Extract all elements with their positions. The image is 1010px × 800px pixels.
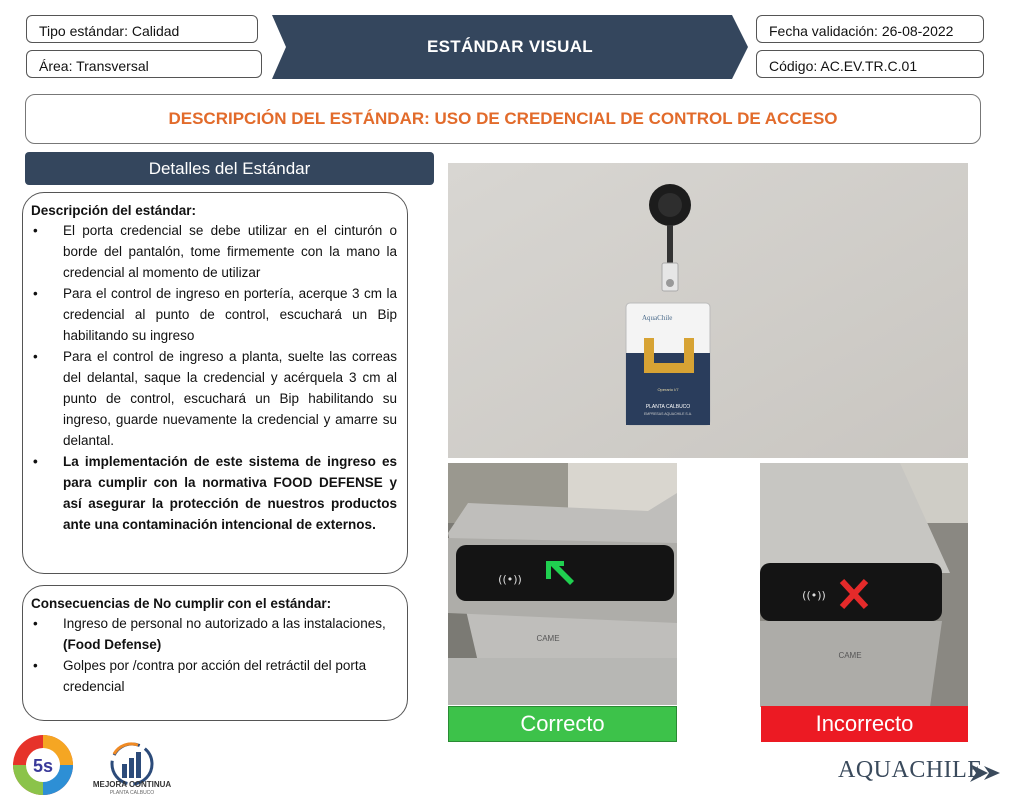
page-title: ESTÁNDAR VISUAL bbox=[426, 37, 593, 56]
tipo-estandar-text: Tipo estándar: Calidad bbox=[39, 23, 180, 39]
list-item: • El porta credencial se debe utilizar en el cinturón o borde del pantalón, tome firmemente con la mano la credencial al momento de utilizar bbox=[27, 220, 397, 283]
consequences-panel bbox=[22, 585, 408, 721]
list-item: • Para el control de ingreso a planta, suelte las correas del delantal, saque la credencial y acérquela 3 cm al punto de control, escuchará un Bip habilitando su ingreso, guarde nuevamente la credencial y amarre su delantal. bbox=[27, 346, 397, 451]
list-item bbox=[27, 613, 397, 655]
area-box bbox=[26, 50, 262, 78]
5s-logo-text: 5s bbox=[32, 756, 54, 776]
incorrect-label: Incorrecto bbox=[761, 706, 968, 742]
incorrect-photo bbox=[760, 463, 968, 707]
consequences-panel-title: Consecuencias de No cumplir con el estándar: bbox=[31, 596, 332, 611]
list-item bbox=[27, 655, 397, 697]
description-panel bbox=[22, 192, 408, 574]
consequence-bold: (Food Defense) bbox=[63, 637, 162, 652]
mejora-continua-sub: PLANTA CALBUCO bbox=[109, 790, 155, 796]
description-title: DESCRIPCIÓN DEL ESTÁNDAR: USO DE CREDENCIAL DE CONTROL DE ACCESO bbox=[168, 109, 838, 128]
aquachile-text: AQUACHILE bbox=[838, 757, 983, 783]
5s-logo bbox=[8, 732, 78, 798]
codigo-text: Código: AC.EV.TR.C.01 bbox=[769, 58, 918, 74]
consequences-list bbox=[27, 613, 397, 697]
description-list bbox=[27, 220, 397, 535]
consequence-text: Ingreso de personal no autorizado a las instalaciones, bbox=[63, 616, 386, 631]
turnstile-brand: CAME bbox=[536, 634, 560, 643]
details-header: Detalles del Estándar bbox=[25, 152, 434, 185]
badge-photo bbox=[448, 163, 968, 458]
svg-text:((•)): ((•)) bbox=[802, 589, 826, 602]
badge-company: EMPRESAS AQUACHILE S.A. bbox=[643, 412, 693, 416]
badge-brand: AquaChile bbox=[642, 314, 673, 322]
description-panel-title: Descripción del estándar: bbox=[31, 203, 197, 218]
svg-text:CAME: CAME bbox=[838, 651, 862, 660]
correct-label: Correcto bbox=[448, 706, 677, 742]
list-item: • Para el control de ingreso en portería, acerque 3 cm la credencial al punto de control, escuchará un Bip habilitando su ingreso bbox=[27, 283, 397, 346]
svg-text:((•)): ((•)) bbox=[498, 573, 522, 586]
fecha-text: Fecha validación: 26-08-2022 bbox=[769, 23, 954, 39]
list-item: • La implementación de este sistema de ingreso es para cumplir con la normativa FOOD DEFENSE y así asegurar la protección de nuestros productos ante una contaminación intencional de externos. bbox=[27, 451, 397, 535]
badge-plant: PLANTA CALBUCO bbox=[645, 404, 691, 410]
fecha-box bbox=[756, 15, 984, 43]
tipo-estandar-box bbox=[26, 15, 258, 43]
description-title-box bbox=[25, 94, 981, 144]
badge-role: Operario I/7 bbox=[657, 387, 679, 392]
codigo-box bbox=[756, 50, 984, 78]
correct-photo bbox=[448, 463, 677, 705]
consequence-text: Golpes por /contra por acción del retráctil del porta credencial bbox=[63, 658, 367, 694]
area-text: Área: Transversal bbox=[39, 58, 149, 74]
mejora-continua-text: MEJORA CONTINUA bbox=[92, 780, 172, 789]
